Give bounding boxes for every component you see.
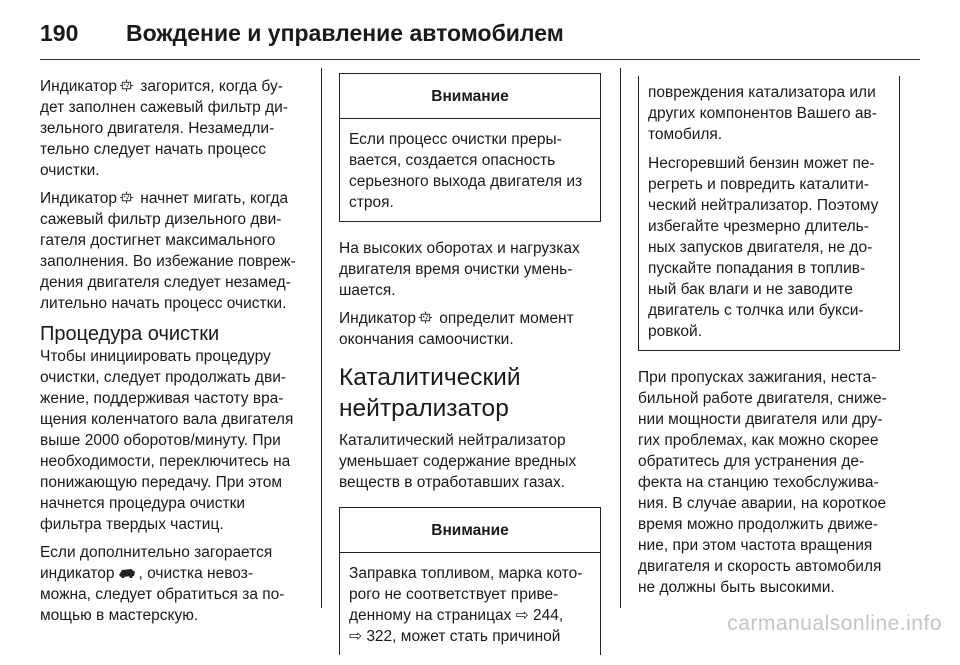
diesel-particulate-filter-icon	[120, 79, 133, 92]
warning-box-continued	[638, 76, 900, 351]
column-divider	[620, 68, 621, 608]
warning-box	[339, 507, 601, 655]
paragraph: Если дополнительно загорается индикатор , очистка невоз- можна, следует обратиться за по- мощью в мастерскую.	[40, 544, 285, 624]
warning-title: Внимание	[340, 508, 600, 553]
page-reference[interactable]: 322, может стать причиной	[366, 628, 561, 645]
page-header	[40, 12, 920, 54]
paragraph: Индикатор определит момент окончания самоочистки.	[339, 310, 574, 348]
page-reference[interactable]: 244,	[532, 607, 564, 624]
page-title: Вождение и управление автомобилем	[126, 19, 564, 46]
warning-text: Если процесс очистки преры- вается, создается опасность серьезного выхода двигателя из строя.	[349, 131, 583, 211]
section-heading: Каталитический нейтрализатор	[339, 364, 521, 422]
page-reference-arrow-icon: ⇨	[349, 628, 362, 645]
section-heading: Процедура очистки	[40, 323, 220, 345]
page-reference-arrow-icon: ⇨	[515, 607, 529, 624]
warning-text: Несгоревший бензин может пе- регреть и повредить каталити- ческий нейтрализатор. Поэтому избегайте чрезмерно длитель- ных запусков двигателя, не до- пускайте попадания в топлив- ный бак влаги и не заводите двигатель с толчка или букси- ровкой.	[648, 155, 879, 340]
column-1	[40, 76, 310, 633]
diesel-particulate-filter-icon	[120, 191, 133, 204]
paragraph: Индикатор начнет мигать, когда сажевый фильтр дизельного дви- гателя достигнет максимального заполнения. Во избежание повреж- дения двигателя следует незамед- лительно начать процесс очистки.	[40, 190, 296, 312]
warning-box	[339, 73, 601, 222]
watermark: carmanualsonline.info	[727, 612, 942, 635]
column-2	[339, 73, 601, 665]
warning-text: Заправка топливом, марка кото- рого не соответствует приве- денному на страницах ⇨ 244, ⇨ 322, может стать причиной	[349, 565, 583, 645]
paragraph: Индикатор загорится, когда бу- дет заполнен сажевый фильтр ди- зельного двигателя. Незамедли- тельно следует начать процесс очистки.	[40, 78, 288, 179]
column-divider	[321, 68, 322, 608]
paragraph: Каталитический нейтрализатор уменьшает содержание вредных веществ в отработавших газах.	[339, 432, 577, 491]
warning-title: Внимание	[340, 74, 600, 119]
header-rule	[40, 59, 920, 60]
paragraph: При пропусках зажигания, неста- бильной работе двигателя, сниже- нии мощности двигателя или дру- гих проблемах, как можно скорее обратитесь для устранения де- фекта на станцию техобслужива- ния. В случае аварии, на короткое время можно продолжить движе- ние, при этом частота вращения двигателя и скорость автомобиля не должны быть высокими.	[638, 369, 887, 596]
column-3	[638, 76, 900, 605]
warning-text: повреждения катализатора или других компонентов Вашего ав- томобиля.	[648, 84, 877, 143]
paragraph: Чтобы инициировать процедуру очистки, следует продолжать дви- жение, поддерживая частоту вра- щения коленчатого вала двигателя выше 2000 оборотов/минуту. При необходимости, переключитесь на понижающую передачу. При этом начнется процедура очистки фильтра твердых частиц.	[40, 348, 294, 533]
paragraph: На высоких оборотах и нагрузках двигателя время очистки умень- шается.	[339, 240, 580, 299]
engine-check-icon	[118, 566, 136, 579]
diesel-particulate-filter-icon	[419, 311, 432, 324]
page-number: 190	[40, 19, 79, 46]
